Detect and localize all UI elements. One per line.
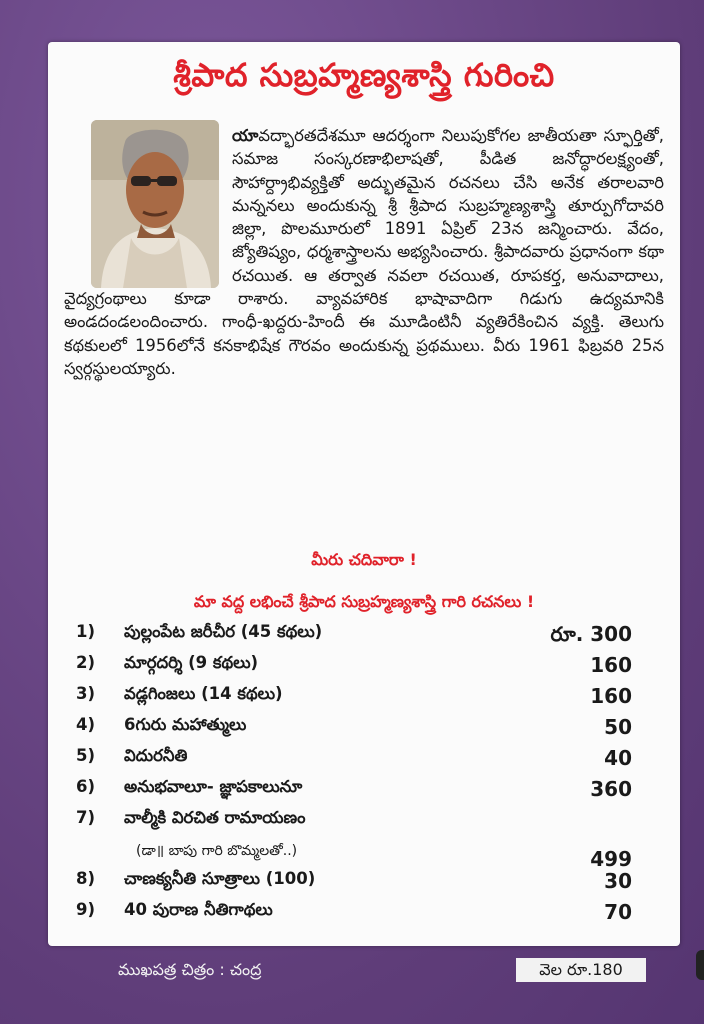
book-item <box>76 649 632 680</box>
book-item <box>76 896 632 927</box>
book-title: చాణక్యనీతి సూత్రాలు (100) <box>124 869 316 888</box>
book-price: 70 <box>604 900 632 924</box>
book-price: 40 <box>604 746 632 770</box>
book-item <box>76 804 632 835</box>
book-price: రూ. 300 <box>550 622 632 646</box>
book-price: 160 <box>590 684 632 708</box>
book-title: మార్గదర్శి (9 కథలు) <box>124 653 259 672</box>
book-title: 6గురు మహాత్ములు <box>124 715 247 734</box>
book-number: 4) <box>76 715 96 734</box>
biography-text: వద్భారతదేశమూ ఆదర్శంగా నిలుపుకోగల జాతీయతా స్ఫూర్తితో, సమాజ సంస్కరణాభిలాషతో, పీడిత జనోద్ధారలక్ష్యంతో, సౌహార్ద్రాభివ్యక్తితో అద్భుతమైన రచనలు చేసి అనేక తరాలవారి మన్ననలు అందుకున్న శ్రీ శ్రీపాద సుబ్రహ్మణ్యశాస్త్రి తూర్పుగోదావరి జిల్లా, పొలమూరులో 1891 ఏప్రిల్ 23న జన్మించారు. వేదం, జ్యోతిష్యం, ధర్మశాస్త్రాలను అభ్యసించారు. శ్రీపాదవారు ప్రధానంగా కథా రచయిత. ఆ తర్వాత నవలా రచయిత, రూపకర్త, అనువాదాలు, వైద్యగ్రంథాలు కూడా రాశారు. వ్యావహారిక భాషావాదిగా గిడుగు ఉద్యమానికి అండదండలందించారు. గాంధీ-ఖద్దరు-హిందీ ఈ మూడింటినీ వ్యతిరేకించిన వ్యక్తి. తెలుగు కథకులలో 1956లోనే కనకాభిషేక గౌరవం అందుకున్న ప్రథములు. వీరు 1961 ఫిబ్రవరి 25న స్వర్గస్థులయ్యారు. <box>64 126 664 378</box>
author-biography <box>64 124 664 380</box>
book-title: 40 పురాణ నీతిగాథలు <box>124 900 273 919</box>
book-price: 30 <box>604 869 632 893</box>
book-item <box>76 773 632 804</box>
book-price: 50 <box>604 715 632 739</box>
book-title: అనుభవాలూ- జ్ఞాపకాలునూ <box>124 777 303 796</box>
page-title: శ్రీపాద సుబ్రహ్మణ్యశాస్త్రి గురించి <box>173 56 555 94</box>
book-title: పుల్లంపేట జరీచీర (45 కథలు) <box>124 622 323 641</box>
book-number: 7) <box>76 808 96 827</box>
book-number: 2) <box>76 653 96 672</box>
book-number: 9) <box>76 900 96 919</box>
book-title: వడ్లగింజలు (14 కథలు) <box>124 684 283 703</box>
biography-lead: యా <box>232 126 259 145</box>
book-number: 3) <box>76 684 96 703</box>
book-number: 6) <box>76 777 96 796</box>
subheading-available-works: మా వద్ద లభించే శ్రీపాద సుబ్రహ్మణ్యశాస్త్రి గారి రచనలు ! <box>193 592 535 611</box>
book-price: 360 <box>590 777 632 801</box>
book-number: 8) <box>76 869 96 888</box>
back-cover-card <box>48 42 680 946</box>
book-number: 5) <box>76 746 96 765</box>
book-price: 499 <box>590 847 632 871</box>
book-item-note <box>76 835 632 871</box>
book-list <box>76 618 632 927</box>
book-item <box>76 742 632 773</box>
edge-mark <box>696 950 704 980</box>
book-number: 1) <box>76 622 96 641</box>
book-title: విదురనీతి <box>124 746 188 765</box>
book-item <box>76 711 632 742</box>
book-title-note: (డా॥ బాపు గారి బొమ్మలతో..) <box>136 843 298 859</box>
book-title: వాల్మీకి విరచిత రామాయణం <box>124 808 306 827</box>
cover-credit: ముఖపత్ర చిత్రం : చంద్ర <box>118 960 262 979</box>
cover-price: వెల రూ.180 <box>516 958 646 982</box>
subheading-have-you-read: మీరు చదివారా ! <box>311 550 417 569</box>
book-item <box>76 865 632 896</box>
book-item <box>76 618 632 649</box>
book-item <box>76 680 632 711</box>
book-price: 160 <box>590 653 632 677</box>
